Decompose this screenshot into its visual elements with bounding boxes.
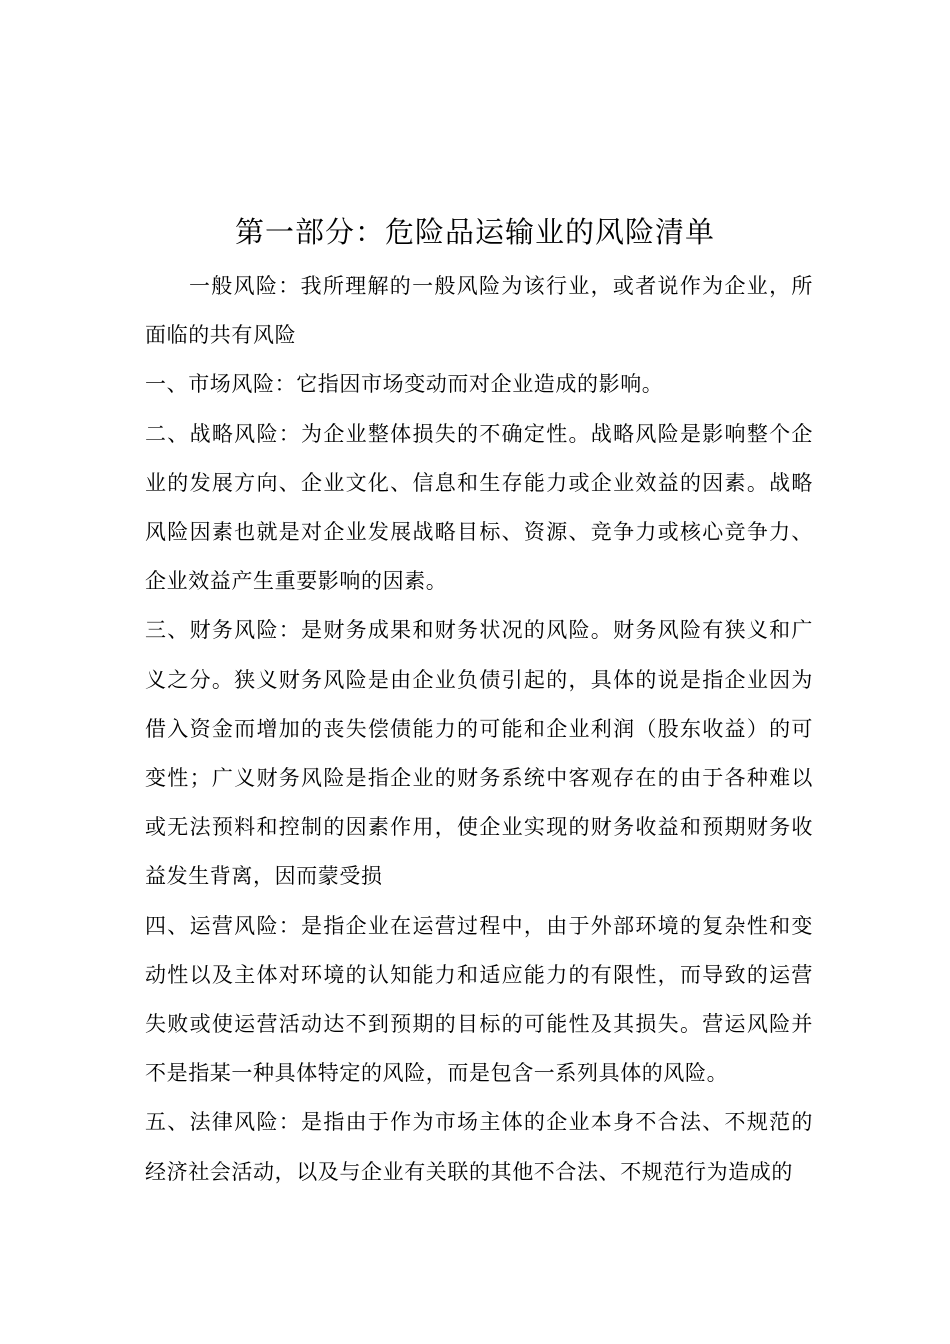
paragraph-legal-risk: 五、法律风险：是指由于作为市场主体的企业本身不合法、不规范的经济社会活动，以及与企业有关联的其他不合法、不规范行为造成的 [145,1110,813,1184]
paragraph-market-risk: 一、市场风险：它指因市场变动而对企业造成的影响。 [145,372,664,397]
paragraph-financial-risk: 三、财务风险：是财务成果和财务状况的风险。财务风险有狭义和广义之分。狭义财务风险是由企业负债引起的，具体的说是指企业因为借入资金而增加的丧失偿债能力的可能和企业利润（股东收益）的可变性；广义财务风险是指企业的财务系统中客观存在的由于各种难以或无法预料和控制的因素作用，使企业实现的财务收益和预期财务收益发生背离，因而蒙受损 [145,618,813,889]
document-body [145,262,813,1197]
paragraph-strategic-risk: 二、战略风险：为企业整体损失的不确定性。战略风险是影响整个企业的发展方向、企业文化、信息和生存能力或企业效益的因素。战略风险因素也就是对企业发展战略目标、资源、竞争力或核心竞争力、企业效益产生重要影响的因素。 [145,421,813,594]
paragraph-general-risk: 一般风险：我所理解的一般风险为该行业，或者说作为企业，所面临的共有风险 [145,274,813,348]
document-title: 第一部分：危险品运输业的风险清单 [234,215,715,249]
paragraph-operational-risk: 四、运营风险：是指企业在运营过程中，由于外部环境的复杂性和变动性以及主体对环境的认知能力和适应能力的有限性，而导致的运营失败或使运营活动达不到预期的目标的可能性及其损失。营运风险并不是指某一种具体特定的风险，而是包含一系列具体的风险。 [145,913,813,1086]
